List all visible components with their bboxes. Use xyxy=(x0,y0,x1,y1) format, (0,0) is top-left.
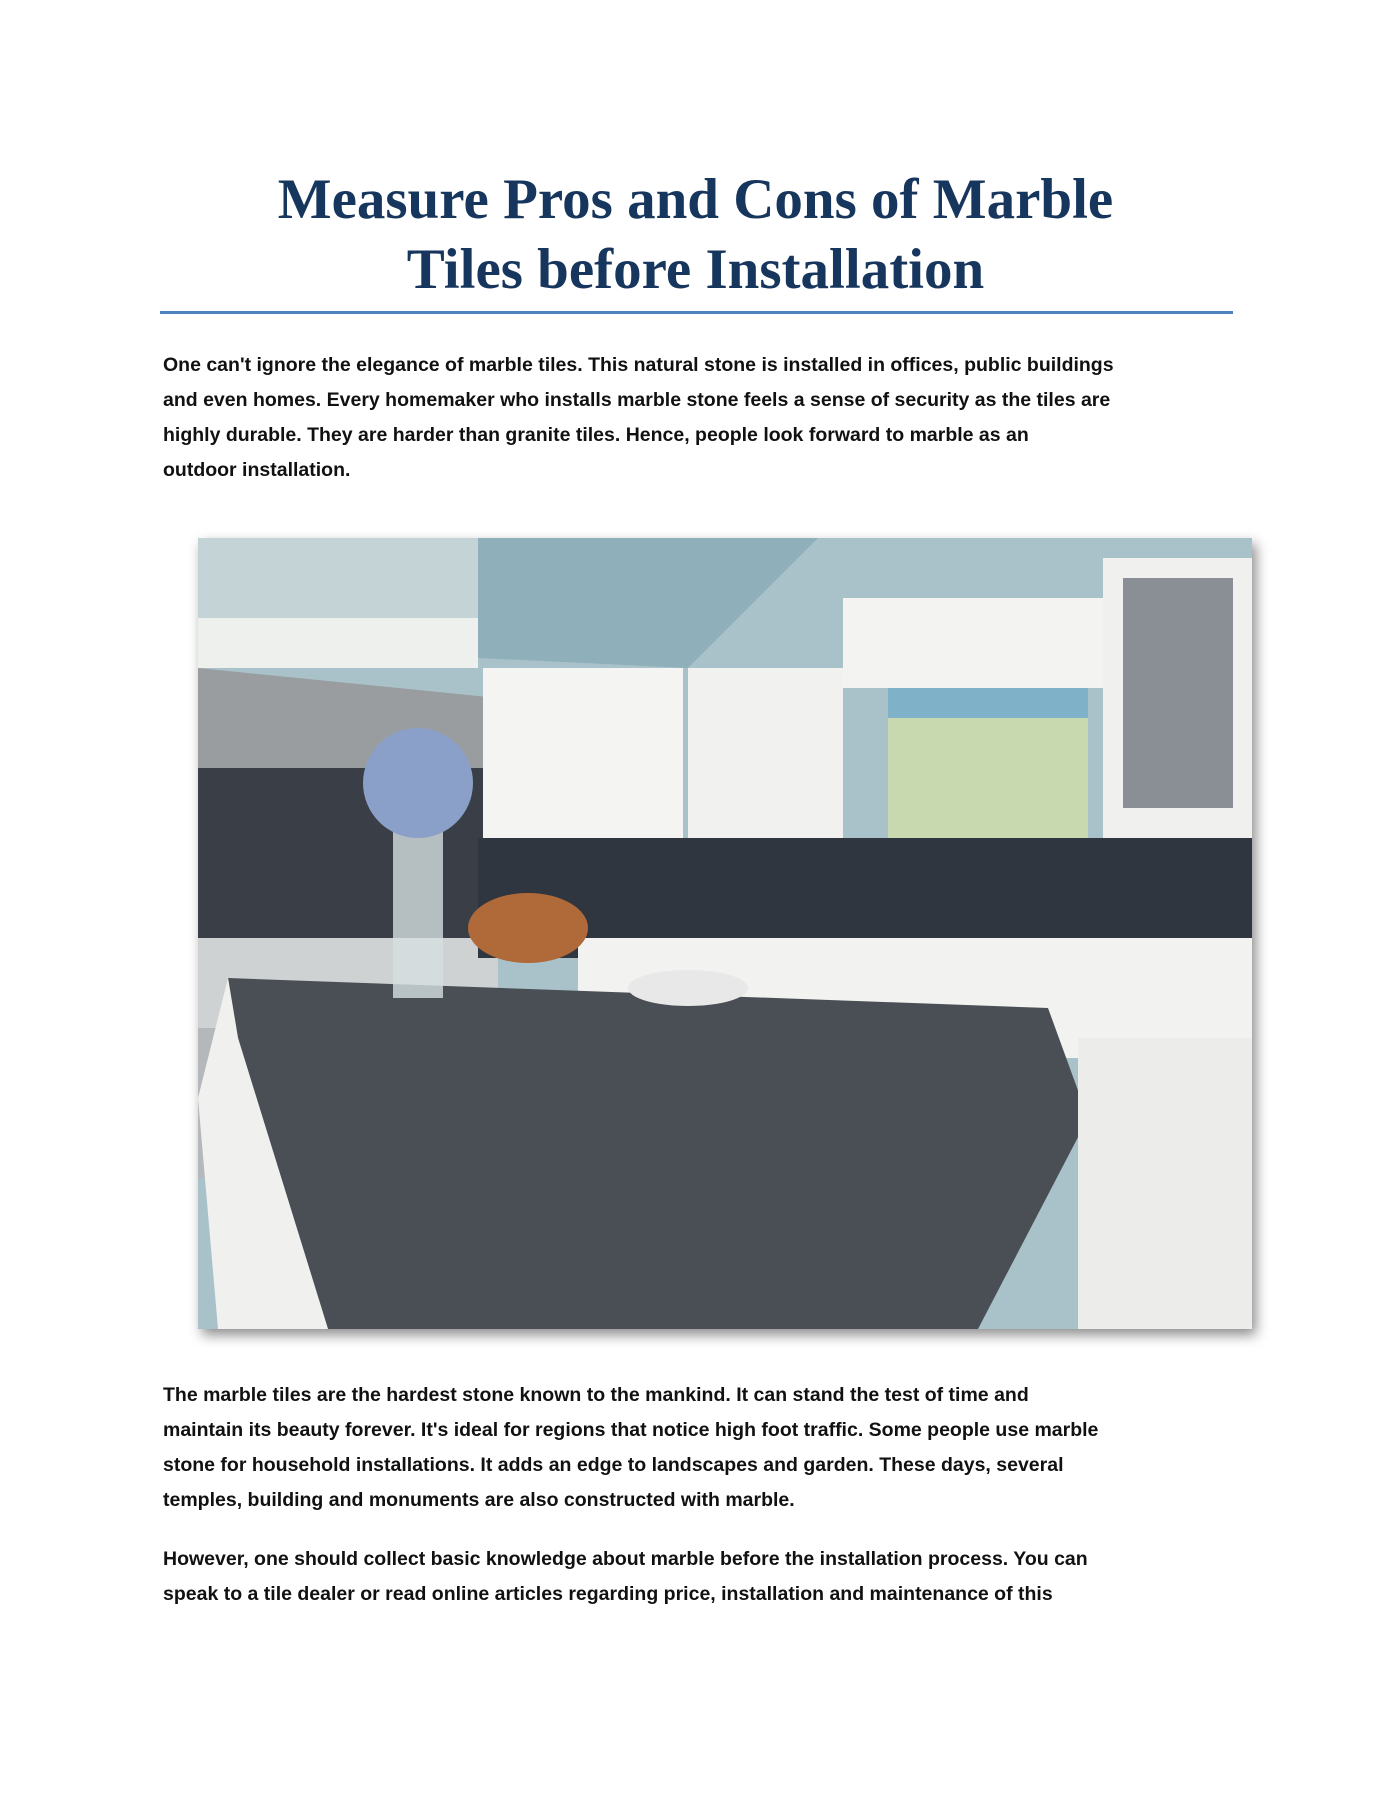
text-line: maintain its beauty forever. It's ideal for regions that notice high foot traffic. Some people use marble xyxy=(163,1419,1099,1441)
text-line: speak to a tile dealer or read online articles regarding price, installation and maintenance of this xyxy=(163,1583,1053,1605)
text-line: and even homes. Every homemaker who installs marble stone feels a sense of security as the tiles are xyxy=(163,389,1111,411)
text-line: stone for household installations. It adds an edge to landscapes and garden. These days, several xyxy=(163,1454,1064,1476)
title-underline-divider xyxy=(160,311,1233,314)
text-line: highly durable. They are harder than granite tiles. Hence, people look forward to marble as an xyxy=(163,424,1029,446)
body-paragraph xyxy=(163,1542,1088,1612)
intro-paragraph xyxy=(163,348,1114,488)
text-line: temples, building and monuments are also constructed with marble. xyxy=(163,1489,795,1511)
body-paragraph xyxy=(163,1378,1098,1518)
title-line: Tiles before Installation xyxy=(406,238,985,301)
kitchen-marble-countertop-photo xyxy=(198,538,1252,1329)
text-line: The marble tiles are the hardest stone known to the mankind. It can stand the test of time and xyxy=(163,1384,1029,1406)
text-line: outdoor installation. xyxy=(163,459,351,481)
document-title xyxy=(0,165,1391,305)
title-line: Measure Pros and Cons of Marble xyxy=(277,168,1114,231)
text-line: However, one should collect basic knowledge about marble before the installation process. You can xyxy=(163,1548,1088,1570)
text-line: One can't ignore the elegance of marble tiles. This natural stone is installed in offices, public buildings xyxy=(163,354,1114,376)
